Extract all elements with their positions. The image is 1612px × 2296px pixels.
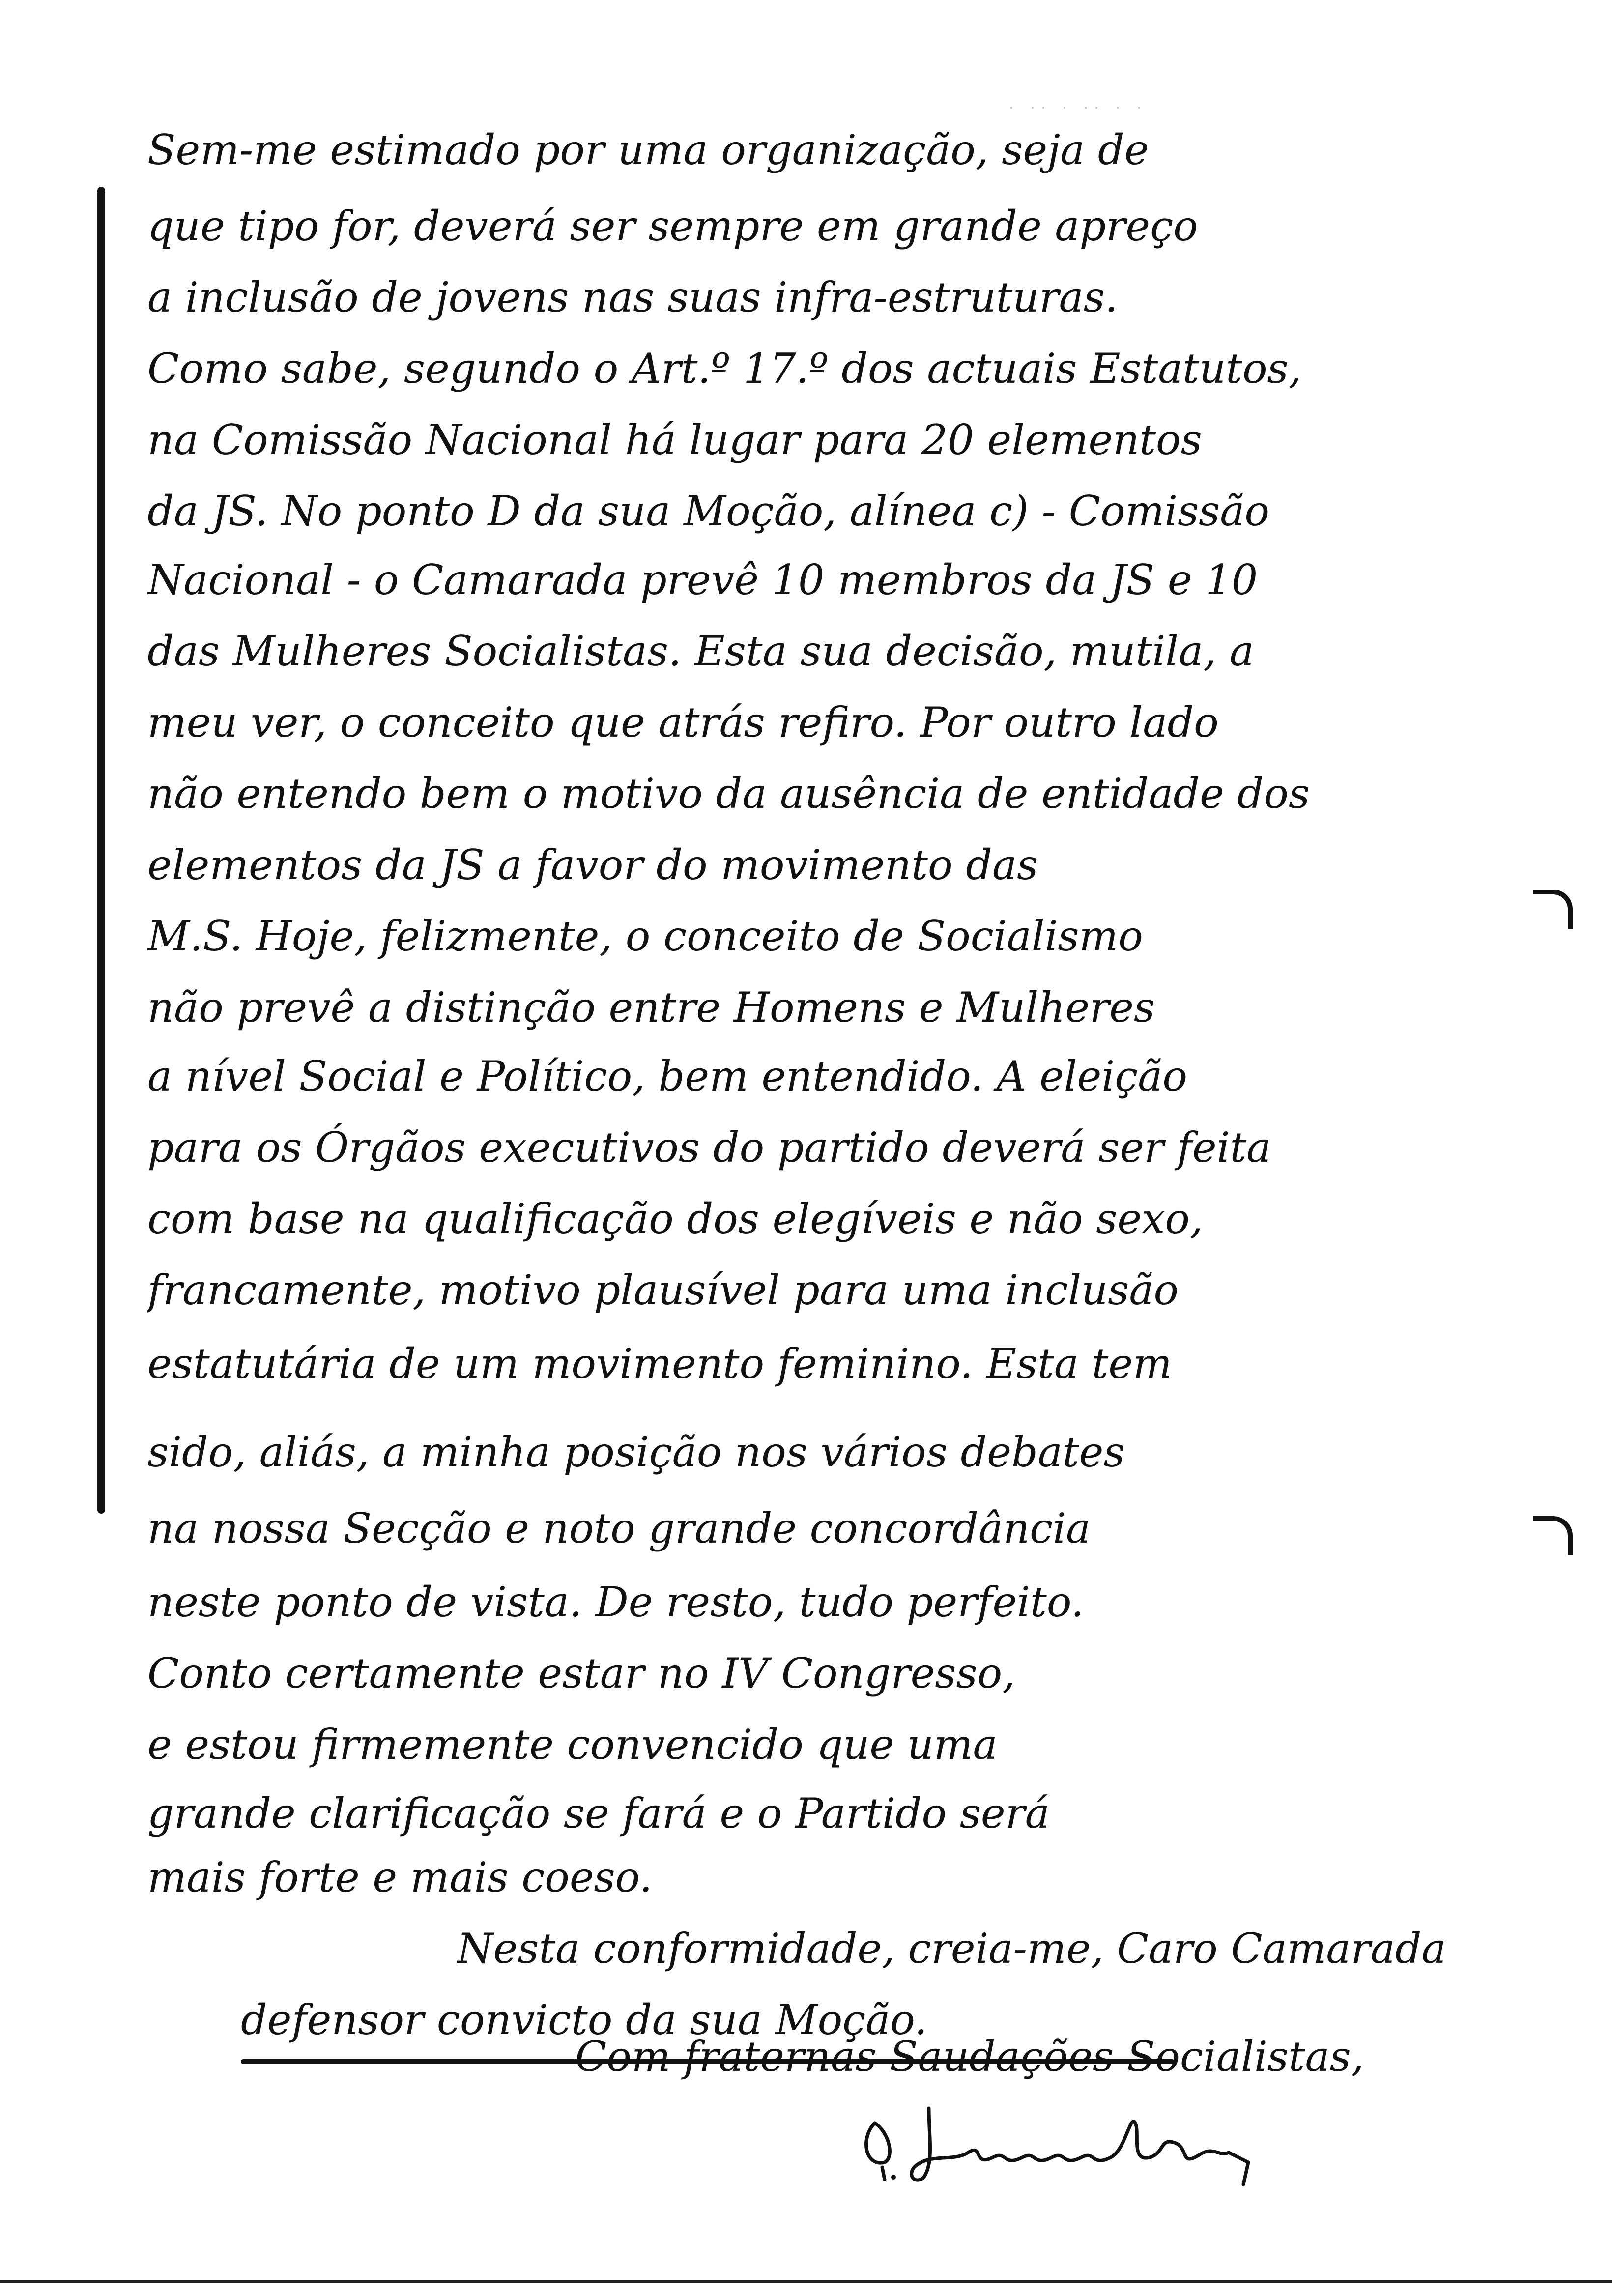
- letter-line-11: elementos da JS a favor do movimento das: [147, 841, 1038, 889]
- letter-line-2: que tipo for, deverá ser sempre em grande apreço: [147, 202, 1198, 250]
- letter-line-20: na nossa Secção e noto grande concordância: [147, 1504, 1091, 1552]
- letter-line-12: M.S. Hoje, felizmente, o conceito de Socialismo: [147, 912, 1143, 960]
- scan-noise: · ·· · ·· · ·: [1008, 101, 1146, 115]
- letter-line-19: sido, aliás, a minha posição nos vários debates: [147, 1428, 1125, 1476]
- signature: [855, 2094, 1297, 2192]
- letter-line-25: mais forte e mais coeso.: [147, 1853, 653, 1901]
- letter-line-4: Como sabe, segundo o Art.º 17.º dos actuais Estatutos,: [147, 344, 1302, 393]
- letter-line-6: da JS. No ponto D da sua Moção, alínea c) - Comissão: [147, 487, 1269, 535]
- letter-line-22: Conto certamente estar no IV Congresso,: [147, 1649, 1015, 1697]
- continuation-mark: [1533, 1516, 1573, 1555]
- letter-line-13: não prevê a distinção entre Homens e Mulheres: [147, 983, 1155, 1032]
- letter-line-10: não entendo bem o motivo da ausência de entidade dos: [147, 770, 1310, 818]
- letter-line-1: Sem-me estimado por uma organização, seja de: [147, 126, 1149, 174]
- letter-line-5: na Comissão Nacional há lugar para 20 elementos: [147, 416, 1202, 464]
- letter-line-8: das Mulheres Socialistas. Esta sua decisão, mutila, a: [147, 627, 1254, 675]
- letter-line-18: estatutária de um movimento feminino. Esta tem: [147, 1340, 1172, 1388]
- letter-line-24: grande clarificação se fará e o Partido será: [147, 1789, 1050, 1837]
- letter-line-9: meu ver, o conceito que atrás refiro. Por outro lado: [147, 698, 1219, 746]
- letter-line-7: Nacional - o Camarada prevê 10 membros da JS e 10: [147, 556, 1258, 604]
- letter-line-26: Nesta conformidade, creia-me, Caro Camarada: [457, 1924, 1446, 1973]
- letter-line-16: com base na qualificação dos elegíveis e não sexo,: [147, 1195, 1203, 1243]
- letter-line-21: neste ponto de vista. De resto, tudo perfeito.: [147, 1578, 1084, 1626]
- letter-line-3: a inclusão de jovens nas suas infra-estruturas.: [147, 273, 1118, 321]
- continuation-mark: [1533, 890, 1573, 929]
- bottom-rule: [0, 2280, 1612, 2283]
- letter-line-27: defensor convicto da sua Moção.: [241, 1996, 928, 2044]
- letter-line-17: francamente, motivo plausível para uma inclusão: [147, 1266, 1179, 1314]
- closing-line: Com fraternas Saudações Socialistas,: [575, 2033, 1364, 2081]
- letter-line-14: a nível Social e Político, bem entendido. A eleição: [147, 1052, 1187, 1100]
- letter-line-23: e estou firmemente convencido que uma: [147, 1721, 998, 1769]
- letter-line-15: para os Órgãos executivos do partido deverá ser feita: [147, 1123, 1271, 1172]
- margin-bar: [97, 187, 105, 1514]
